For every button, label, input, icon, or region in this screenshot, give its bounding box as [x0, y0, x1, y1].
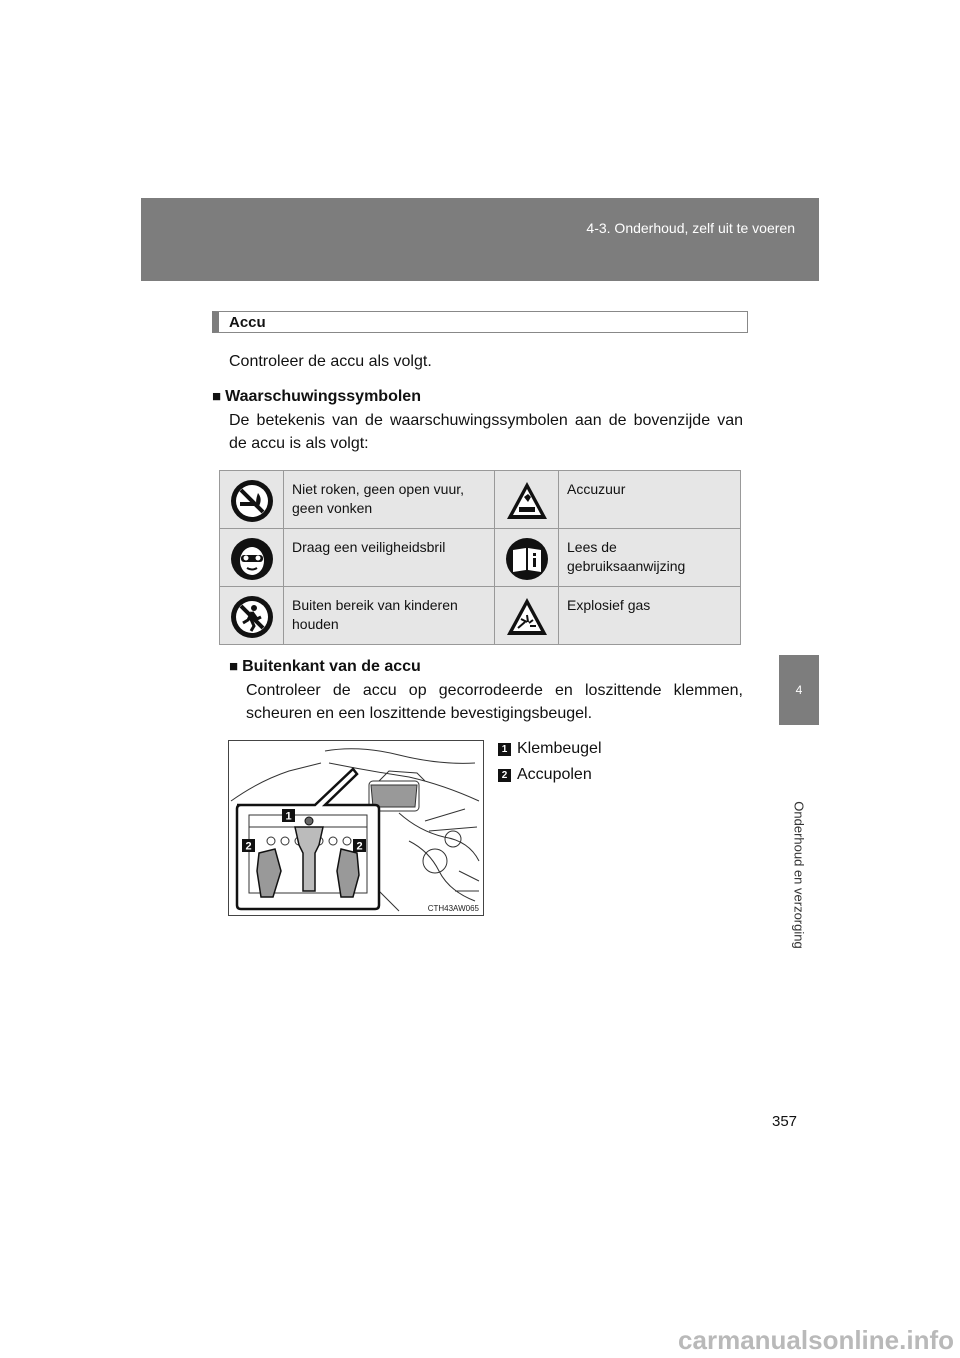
symbol-cell [220, 471, 284, 529]
keep-away-children-icon [230, 595, 274, 639]
chapter-tab-number: 4 [779, 655, 819, 725]
symbol-label: Lees de gebruiksaanwijzing [559, 529, 741, 587]
sub-heading-warnings-text: Waarschuwingssymbolen [225, 388, 421, 405]
table-row [220, 471, 741, 529]
battery-diagram [228, 740, 484, 916]
callout-1-label: 1 [285, 810, 292, 823]
chapter-tab-label: Onderhoud en verzorging [791, 801, 807, 949]
square-bullet-icon: ■ [229, 658, 239, 675]
read-manual-icon [505, 537, 549, 581]
no-smoking-flame-icon [230, 479, 274, 523]
watermark: carmanualsonline.info [678, 1325, 954, 1355]
acid-warning-icon [505, 479, 549, 523]
sub-heading-outside [229, 655, 421, 678]
legend-item [498, 762, 602, 788]
legend-label: Accupolen [517, 766, 592, 783]
legend-item [498, 736, 602, 762]
header-band [141, 198, 819, 281]
diagram-legend [498, 736, 602, 788]
battery-illustration [229, 741, 483, 915]
symbol-cell [495, 529, 559, 587]
legend-label: Klembeugel [517, 740, 602, 757]
symbol-label: Buiten bereik van kinderen houden [284, 587, 495, 645]
explosive-gas-icon [505, 595, 549, 639]
callout-2-left-label: 2 [245, 840, 252, 853]
legend-number-badge: 1 [498, 743, 511, 756]
table-row [220, 587, 741, 645]
section-heading-box [212, 311, 748, 333]
callout-2-right-label: 2 [356, 840, 363, 853]
square-bullet-icon: ■ [212, 388, 222, 405]
intro-text: Controleer de accu als volgt. [229, 353, 432, 370]
symbol-label: Explosief gas [559, 587, 741, 645]
diagram-code: CTH43AW065 [427, 904, 479, 913]
sub-heading-warnings [212, 385, 421, 408]
symbol-label: Niet roken, geen open vuur, geen vonken [284, 471, 495, 529]
symbol-cell [495, 587, 559, 645]
sub-heading-outside-text: Buitenkant van de accu [242, 658, 421, 675]
symbol-cell [220, 529, 284, 587]
page-number: 357 [772, 1113, 798, 1130]
safety-glasses-icon [230, 537, 274, 581]
legend-number-badge: 2 [498, 769, 511, 782]
symbol-cell [495, 471, 559, 529]
section-title: Accu [229, 314, 266, 331]
table-row [220, 529, 741, 587]
outside-description: Controleer de accu op gecorrodeerde en loszittende klemmen, scheuren en een loszittende bevestigingsbeugel. [246, 682, 743, 722]
chapter-title: 4-3. Onderhoud, zelf uit te voeren [586, 220, 795, 236]
symbol-label: Draag een veiligheidsbril [284, 529, 495, 587]
warning-symbols-table [219, 470, 741, 645]
warnings-description: De betekenis van de waarschuwingssymbolen aan de bovenzijde van de accu is als volgt: [229, 412, 743, 452]
symbol-cell [220, 587, 284, 645]
symbol-label: Accuzuur [559, 471, 741, 529]
